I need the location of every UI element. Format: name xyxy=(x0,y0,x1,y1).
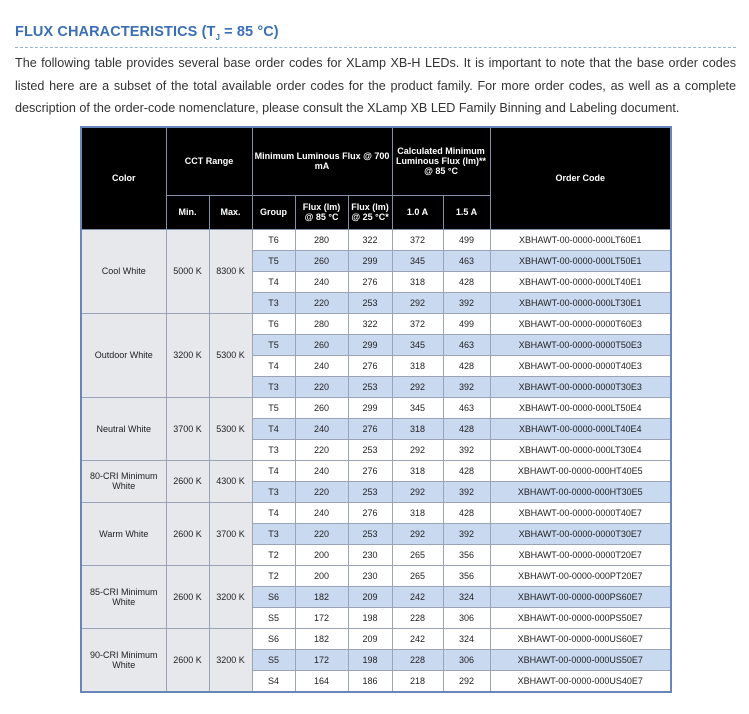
flux-15a: 428 xyxy=(443,271,490,292)
flux-15a: 292 xyxy=(443,670,490,692)
flux-group: T3 xyxy=(252,523,295,544)
flux-1a: 345 xyxy=(392,334,443,355)
group-cct-min: 2600 K xyxy=(166,565,209,628)
flux-15a: 324 xyxy=(443,586,490,607)
flux-25c: 276 xyxy=(348,502,392,523)
flux-25c: 299 xyxy=(348,250,392,271)
flux-85c: 240 xyxy=(295,355,348,376)
group-cct-max: 5300 K xyxy=(209,397,252,460)
flux-group: T3 xyxy=(252,439,295,460)
flux-1a: 345 xyxy=(392,397,443,418)
flux-15a: 306 xyxy=(443,607,490,628)
flux-25c: 299 xyxy=(348,334,392,355)
flux-15a: 499 xyxy=(443,229,490,250)
header-min: Min. xyxy=(166,195,209,229)
flux-15a: 392 xyxy=(443,523,490,544)
flux-85c: 172 xyxy=(295,607,348,628)
flux-25c: 230 xyxy=(348,565,392,586)
flux-group: T2 xyxy=(252,544,295,565)
order-code: XBHAWT-00-0000-0000T40E3 xyxy=(490,355,671,376)
group-cct-min: 2600 K xyxy=(166,502,209,565)
flux-group: T2 xyxy=(252,565,295,586)
flux-15a: 392 xyxy=(443,376,490,397)
group-color: Outdoor White xyxy=(81,313,166,397)
group-cct-max: 3200 K xyxy=(209,628,252,692)
flux-85c: 164 xyxy=(295,670,348,692)
flux-group: T4 xyxy=(252,502,295,523)
flux-1a: 318 xyxy=(392,502,443,523)
header-cct-range: CCT Range xyxy=(166,127,252,195)
group-cct-max: 3700 K xyxy=(209,502,252,565)
flux-15a: 324 xyxy=(443,628,490,649)
flux-15a: 392 xyxy=(443,481,490,502)
flux-25c: 276 xyxy=(348,355,392,376)
order-code: XBHAWT-00-0000-000LT60E1 xyxy=(490,229,671,250)
flux-85c: 280 xyxy=(295,313,348,334)
group-color: Cool White xyxy=(81,229,166,313)
flux-25c: 253 xyxy=(348,439,392,460)
header-color: Color xyxy=(81,127,166,229)
group-cct-min: 3700 K xyxy=(166,397,209,460)
order-code: XBHAWT-00-0000-000US60E7 xyxy=(490,628,671,649)
flux-group: T6 xyxy=(252,313,295,334)
header-calc-flux: Calculated Minimum Luminous Flux (lm)** @ 85 °C xyxy=(392,127,490,195)
flux-group: T4 xyxy=(252,418,295,439)
flux-group: T6 xyxy=(252,229,295,250)
header-flux25: Flux (lm) @ 25 °C* xyxy=(348,195,392,229)
order-code: XBHAWT-00-0000-000PS60E7 xyxy=(490,586,671,607)
flux-1a: 345 xyxy=(392,250,443,271)
flux-25c: 253 xyxy=(348,292,392,313)
flux-1a: 292 xyxy=(392,481,443,502)
order-code: XBHAWT-00-0000-000US40E7 xyxy=(490,670,671,692)
flux-1a: 292 xyxy=(392,376,443,397)
flux-1a: 242 xyxy=(392,628,443,649)
header-min-flux: Minimum Luminous Flux @ 700 mA xyxy=(252,127,392,195)
flux-85c: 182 xyxy=(295,586,348,607)
group-color: 85-CRI Minimum White xyxy=(81,565,166,628)
flux-85c: 240 xyxy=(295,460,348,481)
table-row xyxy=(81,397,671,418)
flux-group: S5 xyxy=(252,649,295,670)
flux-15a: 499 xyxy=(443,313,490,334)
order-code: XBHAWT-00-0000-0000T30E3 xyxy=(490,376,671,397)
flux-1a: 318 xyxy=(392,418,443,439)
flux-1a: 292 xyxy=(392,439,443,460)
flux-group: T5 xyxy=(252,334,295,355)
flux-15a: 428 xyxy=(443,355,490,376)
flux-25c: 209 xyxy=(348,628,392,649)
header-1a: 1.0 A xyxy=(392,195,443,229)
flux-25c: 322 xyxy=(348,229,392,250)
flux-25c: 322 xyxy=(348,313,392,334)
order-code: XBHAWT-00-0000-000LT30E1 xyxy=(490,292,671,313)
order-code: XBHAWT-00-0000-000LT40E1 xyxy=(490,271,671,292)
flux-table-body xyxy=(81,229,671,692)
flux-85c: 200 xyxy=(295,544,348,565)
table-row xyxy=(81,502,671,523)
group-cct-min: 3200 K xyxy=(166,313,209,397)
group-cct-min: 2600 K xyxy=(166,628,209,692)
flux-15a: 463 xyxy=(443,334,490,355)
group-color: Warm White xyxy=(81,502,166,565)
flux-1a: 292 xyxy=(392,523,443,544)
group-cct-min: 5000 K xyxy=(166,229,209,313)
order-code: XBHAWT-00-0000-0000T60E3 xyxy=(490,313,671,334)
flux-1a: 265 xyxy=(392,544,443,565)
order-code: XBHAWT-00-0000-0000T40E7 xyxy=(490,502,671,523)
header-flux85: Flux (lm) @ 85 °C xyxy=(295,195,348,229)
flux-1a: 318 xyxy=(392,355,443,376)
flux-group: T5 xyxy=(252,397,295,418)
group-cct-max: 4300 K xyxy=(209,460,252,502)
flux-85c: 280 xyxy=(295,229,348,250)
flux-1a: 318 xyxy=(392,460,443,481)
flux-25c: 186 xyxy=(348,670,392,692)
flux-group: S5 xyxy=(252,607,295,628)
flux-25c: 198 xyxy=(348,649,392,670)
flux-1a: 242 xyxy=(392,586,443,607)
group-cct-min: 2600 K xyxy=(166,460,209,502)
flux-1a: 228 xyxy=(392,649,443,670)
flux-1a: 218 xyxy=(392,670,443,692)
flux-group: T3 xyxy=(252,481,295,502)
flux-15a: 392 xyxy=(443,292,490,313)
section-heading xyxy=(15,24,736,48)
group-cct-max: 8300 K xyxy=(209,229,252,313)
flux-table xyxy=(80,126,672,693)
flux-group: S6 xyxy=(252,628,295,649)
order-code: XBHAWT-00-0000-0000T20E7 xyxy=(490,544,671,565)
group-cct-max: 3200 K xyxy=(209,565,252,628)
flux-25c: 276 xyxy=(348,271,392,292)
order-code: XBHAWT-00-0000-0000T30E7 xyxy=(490,523,671,544)
flux-25c: 253 xyxy=(348,481,392,502)
flux-85c: 182 xyxy=(295,628,348,649)
flux-15a: 463 xyxy=(443,250,490,271)
flux-25c: 230 xyxy=(348,544,392,565)
flux-85c: 220 xyxy=(295,439,348,460)
flux-25c: 209 xyxy=(348,586,392,607)
flux-15a: 306 xyxy=(443,649,490,670)
flux-85c: 220 xyxy=(295,523,348,544)
flux-25c: 276 xyxy=(348,418,392,439)
header-15a: 1.5 A xyxy=(443,195,490,229)
group-color: Neutral White xyxy=(81,397,166,460)
flux-85c: 260 xyxy=(295,397,348,418)
order-code: XBHAWT-00-0000-0000T50E3 xyxy=(490,334,671,355)
flux-85c: 240 xyxy=(295,418,348,439)
header-order-code: Order Code xyxy=(490,127,671,229)
flux-85c: 220 xyxy=(295,292,348,313)
flux-group: S6 xyxy=(252,586,295,607)
group-color: 90-CRI Minimum White xyxy=(81,628,166,692)
flux-85c: 240 xyxy=(295,271,348,292)
table-row xyxy=(81,565,671,586)
flux-15a: 356 xyxy=(443,565,490,586)
heading-rest: = 85 °C) xyxy=(220,24,279,40)
order-code: XBHAWT-00-0000-000PT20E7 xyxy=(490,565,671,586)
flux-85c: 240 xyxy=(295,502,348,523)
flux-85c: 200 xyxy=(295,565,348,586)
order-code: XBHAWT-00-0000-000PS50E7 xyxy=(490,607,671,628)
group-cct-max: 5300 K xyxy=(209,313,252,397)
heading-main: FLUX CHARACTERISTICS (T xyxy=(15,24,216,40)
flux-85c: 220 xyxy=(295,481,348,502)
order-code: XBHAWT-00-0000-000US50E7 xyxy=(490,649,671,670)
flux-15a: 356 xyxy=(443,544,490,565)
flux-15a: 428 xyxy=(443,502,490,523)
flux-25c: 253 xyxy=(348,523,392,544)
flux-25c: 198 xyxy=(348,607,392,628)
header-group: Group xyxy=(252,195,295,229)
flux-group: T4 xyxy=(252,355,295,376)
flux-group: T3 xyxy=(252,292,295,313)
flux-group: T5 xyxy=(252,250,295,271)
flux-15a: 463 xyxy=(443,397,490,418)
flux-25c: 299 xyxy=(348,397,392,418)
header-max: Max. xyxy=(209,195,252,229)
table-row xyxy=(81,229,671,250)
flux-25c: 276 xyxy=(348,460,392,481)
table-row xyxy=(81,628,671,649)
flux-group: T3 xyxy=(252,376,295,397)
flux-25c: 253 xyxy=(348,376,392,397)
flux-85c: 260 xyxy=(295,334,348,355)
group-color: 80-CRI Minimum White xyxy=(81,460,166,502)
order-code: XBHAWT-00-0000-000LT30E4 xyxy=(490,439,671,460)
heading-subscript: J xyxy=(215,32,221,42)
flux-85c: 172 xyxy=(295,649,348,670)
flux-group: S4 xyxy=(252,670,295,692)
flux-1a: 265 xyxy=(392,565,443,586)
order-code: XBHAWT-00-0000-000LT50E1 xyxy=(490,250,671,271)
flux-15a: 428 xyxy=(443,418,490,439)
order-code: XBHAWT-00-0000-000HT40E5 xyxy=(490,460,671,481)
intro-paragraph: The following table provides several base order codes for XLamp XB-H LEDs. It is important to note that the base order codes listed here are a subset of the total available order codes for the product family. For more order codes, as well as a complete description of the order-code nomenclature, please consult the XLamp XB LED Family Binning and Labeling document. xyxy=(15,56,736,115)
flux-group: T4 xyxy=(252,460,295,481)
flux-15a: 392 xyxy=(443,439,490,460)
table-row xyxy=(81,460,671,481)
flux-85c: 260 xyxy=(295,250,348,271)
flux-15a: 428 xyxy=(443,460,490,481)
order-code: XBHAWT-00-0000-000LT50E4 xyxy=(490,397,671,418)
flux-85c: 220 xyxy=(295,376,348,397)
flux-1a: 372 xyxy=(392,229,443,250)
order-code: XBHAWT-00-0000-000LT40E4 xyxy=(490,418,671,439)
flux-1a: 292 xyxy=(392,292,443,313)
flux-group: T4 xyxy=(252,271,295,292)
flux-1a: 318 xyxy=(392,271,443,292)
flux-1a: 228 xyxy=(392,607,443,628)
order-code: XBHAWT-00-0000-000HT30E5 xyxy=(490,481,671,502)
table-row xyxy=(81,313,671,334)
flux-1a: 372 xyxy=(392,313,443,334)
